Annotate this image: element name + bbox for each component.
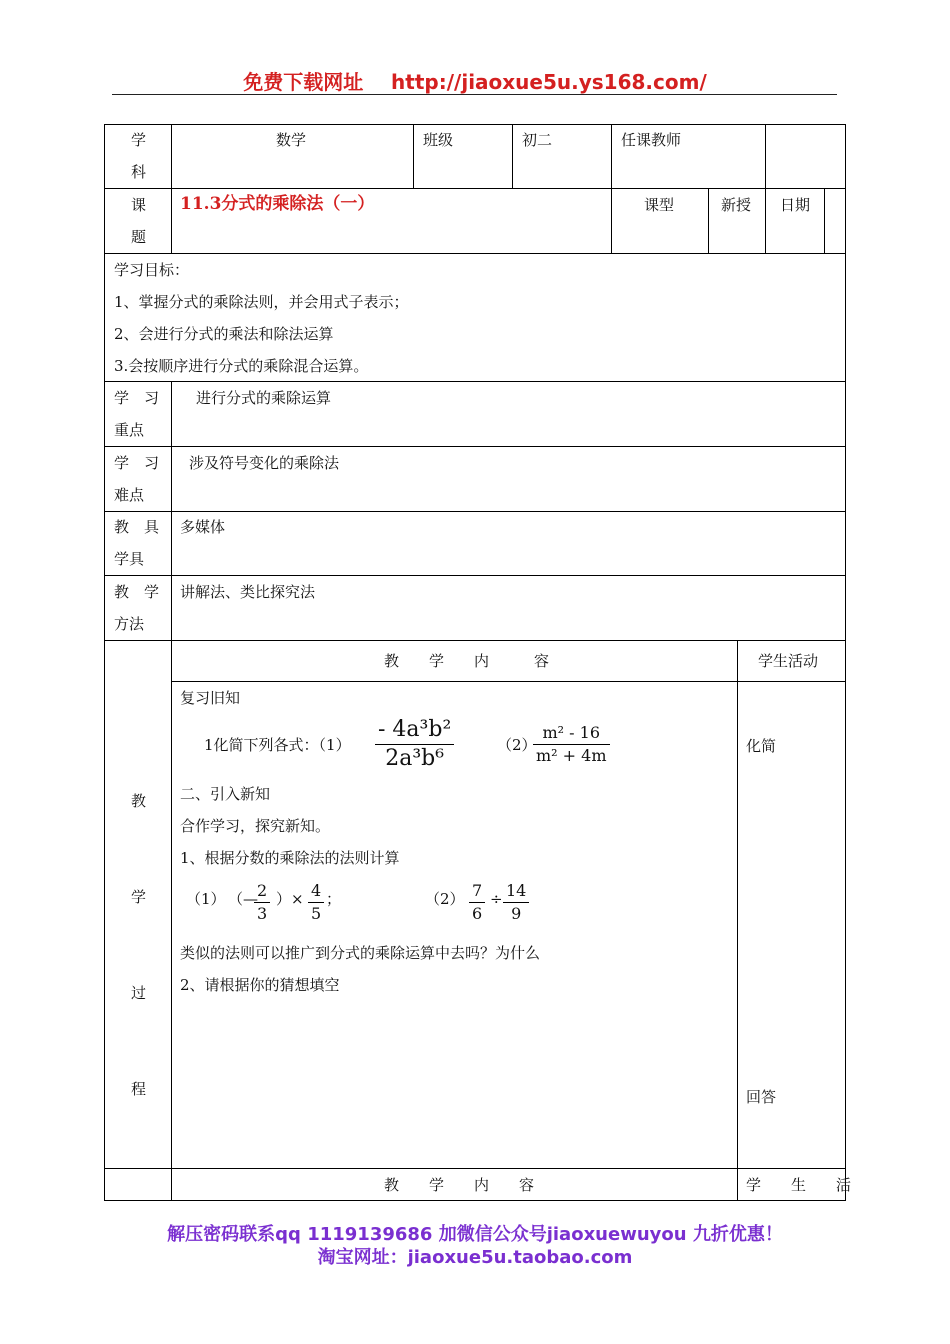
topic-label-2: 题 [131,228,147,246]
class-label: 班级 [423,131,454,149]
fraction-denominator: 5 [311,903,322,923]
fraction-bar [533,744,610,745]
row-divider [104,381,846,382]
intro-heading: 二、引入新知 [180,785,271,803]
calc2-label: （2） [425,890,465,908]
calc1-end: ； [326,890,342,908]
method-value: 讲解法、类比探究法 [180,583,316,601]
col-divider [708,188,709,253]
difficulty-label-1: 学 习 [114,454,160,472]
review-heading: 复习旧知 [180,689,241,707]
col-divider [413,124,414,188]
class-value: 初二 [522,131,553,149]
method-label-2: 方法 [114,615,145,633]
subject-value: 数学 [276,131,307,149]
col-divider [171,124,172,253]
fraction-denominator: 3 [257,903,268,923]
difficulty-value: 涉及符号变化的乘除法 [189,454,340,472]
coop-text: 合作学习，探究新知。 [180,817,331,835]
objective-item: 2、会进行分式的乘法和除法运算 [114,325,334,343]
tools-label-2: 学具 [114,550,145,568]
process-label-char: 教 [131,792,147,810]
download-header: 免费下载网址 http://jiaoxue5u.ys168.com/ [243,70,707,94]
fraction-expr-2 [533,724,610,764]
rule-item: 1、根据分数的乘除法的法则计算 [180,849,400,867]
fraction-calc2-a [469,882,485,922]
col-divider [611,124,612,253]
col-divider [765,124,766,253]
calc1-paren-open: （— [228,890,259,908]
process-label-char: 学 [131,888,147,906]
type-label: 课型 [644,196,675,214]
guess-item: 2、请根据你的猜想填空 [180,976,340,994]
objective-item: 3.会按顺序进行分式的乘除混合运算。 [114,357,369,375]
focus-value: 进行分式的乘除运算 [196,389,332,407]
table-top-border [104,124,846,125]
table-left-border [104,124,105,1200]
activity-header-2: 学 生 活 [746,1176,852,1194]
content-header: 教 学 内 容 [384,652,550,670]
subject-label-1: 学 [131,131,147,149]
col-divider [737,640,738,1200]
type-value: 新授 [721,196,752,214]
q1-expr2-label: （2） [497,736,537,754]
fraction-denominator: 9 [511,903,522,923]
calc2-operator: ÷ [490,890,503,908]
row-divider [104,511,846,512]
lesson-title: 11.3分式的乘除法（一） [180,194,375,214]
footer-promo-line: 解压密码联系qq 1119139686 加微信公众号jiaoxuewuyou 九折优惠！ [167,1224,783,1245]
fraction-bar [375,744,454,745]
fraction-numerator: - 4a³b² [378,717,452,742]
fraction-numerator: 2 [257,881,268,900]
focus-label-2: 重点 [114,421,145,439]
row-divider [104,1168,846,1169]
col-divider [171,381,172,1200]
fraction-denominator: m² + 4m [536,745,607,765]
date-label: 日期 [780,196,811,214]
table-bottom-border [104,1200,846,1201]
calc1-label: （1） [186,890,226,908]
row-divider [104,575,846,576]
fraction-numerator: 7 [472,881,483,900]
fraction-denominator: 6 [472,903,483,923]
teacher-label: 任课教师 [621,131,682,149]
content-header-2: 教 学 内 容 [384,1176,535,1194]
method-label-1: 教 学 [114,583,160,601]
row-divider [104,253,846,254]
analogy-question: 类似的法则可以推广到分式的乘除运算中去吗？为什么 [180,944,541,962]
fraction-numerator: 14 [506,881,527,900]
fraction-bar [469,902,485,903]
difficulty-label-2: 难点 [114,486,145,504]
fraction-numerator: m² - 16 [542,723,601,742]
fraction-bar [308,902,324,903]
calc1-operator: ）× [276,890,304,908]
tools-label-1: 教 具 [114,518,160,536]
row-divider [171,681,846,682]
tools-value: 多媒体 [180,518,226,536]
col-divider [512,124,513,188]
header-rule [112,94,837,95]
subject-label-2: 科 [131,163,147,181]
row-divider [104,446,846,447]
fraction-bar [503,902,529,903]
topic-label-1: 课 [131,196,147,214]
fraction-calc1-a [254,882,270,922]
fraction-bar [254,902,270,903]
activity-answer: 回答 [746,1088,777,1106]
fraction-expr-1 [375,718,454,771]
focus-label-1: 学 习 [114,389,160,407]
process-label-char: 过 [131,984,147,1002]
fraction-calc2-b [503,882,529,922]
activity-header: 学生活动 [758,652,819,670]
q1-prefix: 1化简下列各式：（1） [204,736,351,754]
objectives-heading: 学习目标： [114,261,190,279]
fraction-denominator: 2a³b⁶ [385,746,445,772]
table-right-border [845,124,846,1200]
fraction-numerator: 4 [311,881,322,900]
objective-item: 1、掌握分式的乘除法则，并会用式子表示； [114,293,409,311]
row-divider [104,640,846,641]
process-label-char: 程 [131,1080,147,1098]
activity-simplify: 化简 [746,737,777,755]
row-divider [104,188,846,189]
fraction-calc1-b [308,882,324,922]
col-divider [824,188,825,253]
footer-taobao-line: 淘宝网址：jiaoxue5u.taobao.com [317,1247,633,1268]
